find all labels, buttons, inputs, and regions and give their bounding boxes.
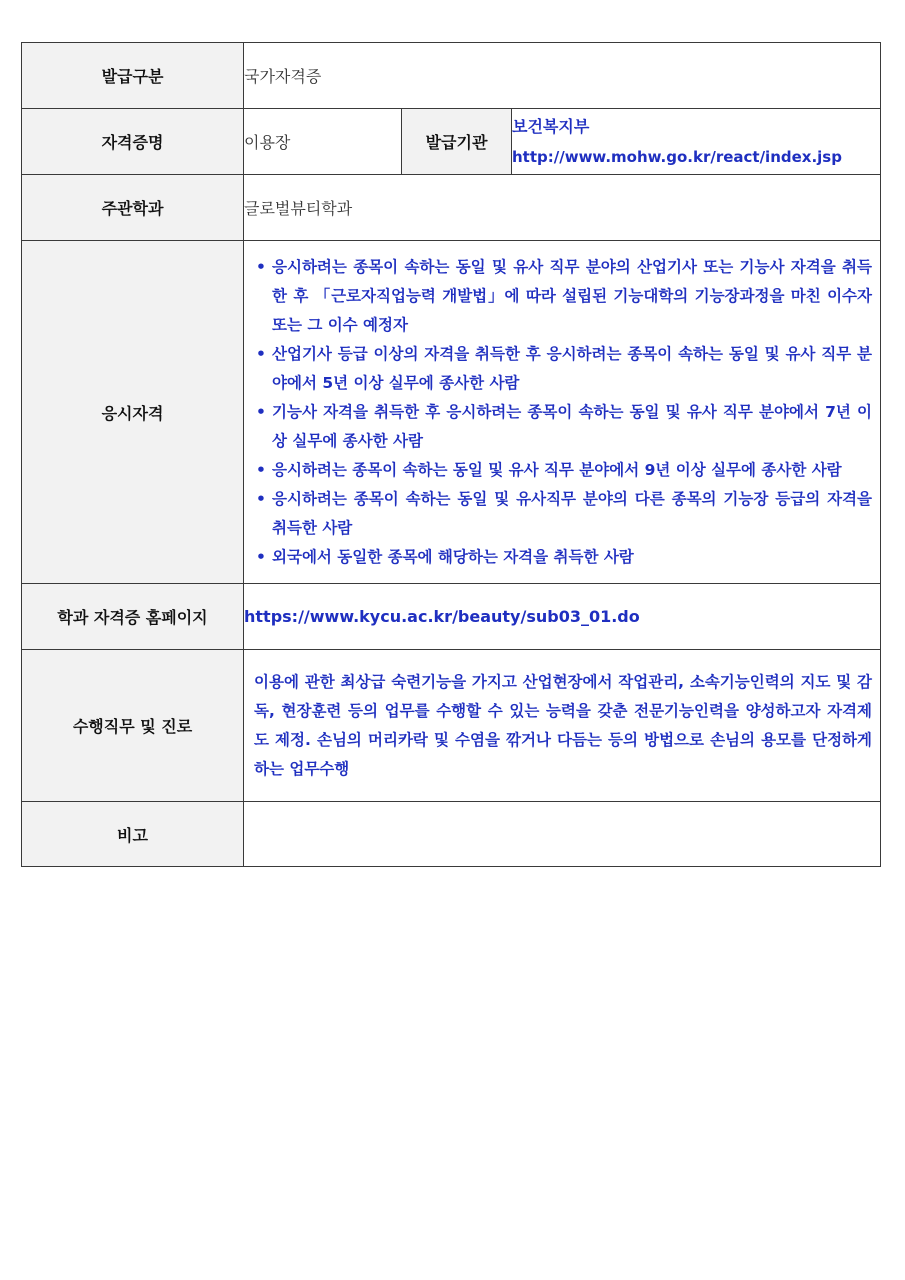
eligibility-cell xyxy=(244,241,881,584)
row-remarks xyxy=(22,802,881,867)
row-department xyxy=(22,175,881,241)
duties-cell xyxy=(244,650,881,802)
eligibility-item xyxy=(254,456,872,485)
bullet-icon: • xyxy=(256,402,266,421)
eligibility-item xyxy=(254,253,872,340)
bullet-icon: • xyxy=(256,460,266,479)
issuer-url-link[interactable]: http://www.mohw.go.kr/react/index.jsp xyxy=(512,147,842,166)
bullet-icon: • xyxy=(256,489,266,508)
bullet-icon: • xyxy=(256,344,266,363)
eligibility-item-text: 기능사 자격을 취득한 후 응시하려는 종목이 속하는 동일 및 유사 직무 분야에서 7년 이상 실무에 종사한 사람 xyxy=(272,402,872,450)
issue-type-value: 국가자격증 xyxy=(244,43,881,109)
eligibility-list xyxy=(244,253,880,572)
issuer-name: 보건복지부 xyxy=(512,116,590,136)
row-cert-name xyxy=(22,109,881,175)
duties-label: 수행직무 및 진로 xyxy=(22,650,244,802)
row-homepage xyxy=(22,584,881,650)
certificate-info-table xyxy=(21,42,881,867)
eligibility-item xyxy=(254,340,872,398)
issuer-cell xyxy=(512,109,881,175)
department-value: 글로벌뷰티학과 xyxy=(244,175,881,241)
row-issue-type xyxy=(22,43,881,109)
eligibility-item-text: 외국에서 동일한 종목에 해당하는 자격을 취득한 사람 xyxy=(272,547,634,566)
row-eligibility xyxy=(22,241,881,584)
duties-text: 이용에 관한 최상급 숙련기능을 가지고 산업현장에서 작업관리, 소속기능인력의 지도 및 감독, 현장훈련 등의 업무를 수행할 수 있는 능력을 갖춘 전문기능인력을 양성하고자 자격제도 제정. 손님의 머리카락 및 수염을 깎거나 다듬는 등의 방법으로 손님의 용모를 단정하게 하는 업무수행 xyxy=(254,672,872,778)
eligibility-item xyxy=(254,398,872,456)
remarks-label: 비고 xyxy=(22,802,244,867)
row-duties xyxy=(22,650,881,802)
cert-name-value: 이용장 xyxy=(244,109,402,175)
issue-type-label: 발급구분 xyxy=(22,43,244,109)
bullet-icon: • xyxy=(256,257,266,276)
homepage-link[interactable]: https://www.kycu.ac.kr/beauty/sub03_01.do xyxy=(244,584,881,650)
eligibility-item-text: 응시하려는 종목이 속하는 동일 및 유사직무 분야의 다른 종목의 기능장 등급의 자격을 취득한 사람 xyxy=(272,489,872,537)
eligibility-label: 응시자격 xyxy=(22,241,244,584)
eligibility-item xyxy=(254,543,872,572)
remarks-value xyxy=(244,802,881,867)
bullet-icon: • xyxy=(256,547,266,566)
issuer-label: 발급기관 xyxy=(402,109,512,175)
department-label: 주관학과 xyxy=(22,175,244,241)
cert-name-label: 자격증명 xyxy=(22,109,244,175)
eligibility-item-text: 산업기사 등급 이상의 자격을 취득한 후 응시하려는 종목이 속하는 동일 및 유사 직무 분야에서 5년 이상 실무에 종사한 사람 xyxy=(272,344,872,392)
eligibility-item xyxy=(254,485,872,543)
homepage-label: 학과 자격증 홈페이지 xyxy=(22,584,244,650)
eligibility-item-text: 응시하려는 종목이 속하는 동일 및 유사 직무 분야의 산업기사 또는 기능사 자격을 취득한 후 「근로자직업능력 개발법」에 따라 설립된 기능대학의 기능장과정을 마친 이수자 또는 그 이수 예정자 xyxy=(272,257,872,334)
eligibility-item-text: 응시하려는 종목이 속하는 동일 및 유사 직무 분야에서 9년 이상 실무에 종사한 사람 xyxy=(272,460,842,479)
